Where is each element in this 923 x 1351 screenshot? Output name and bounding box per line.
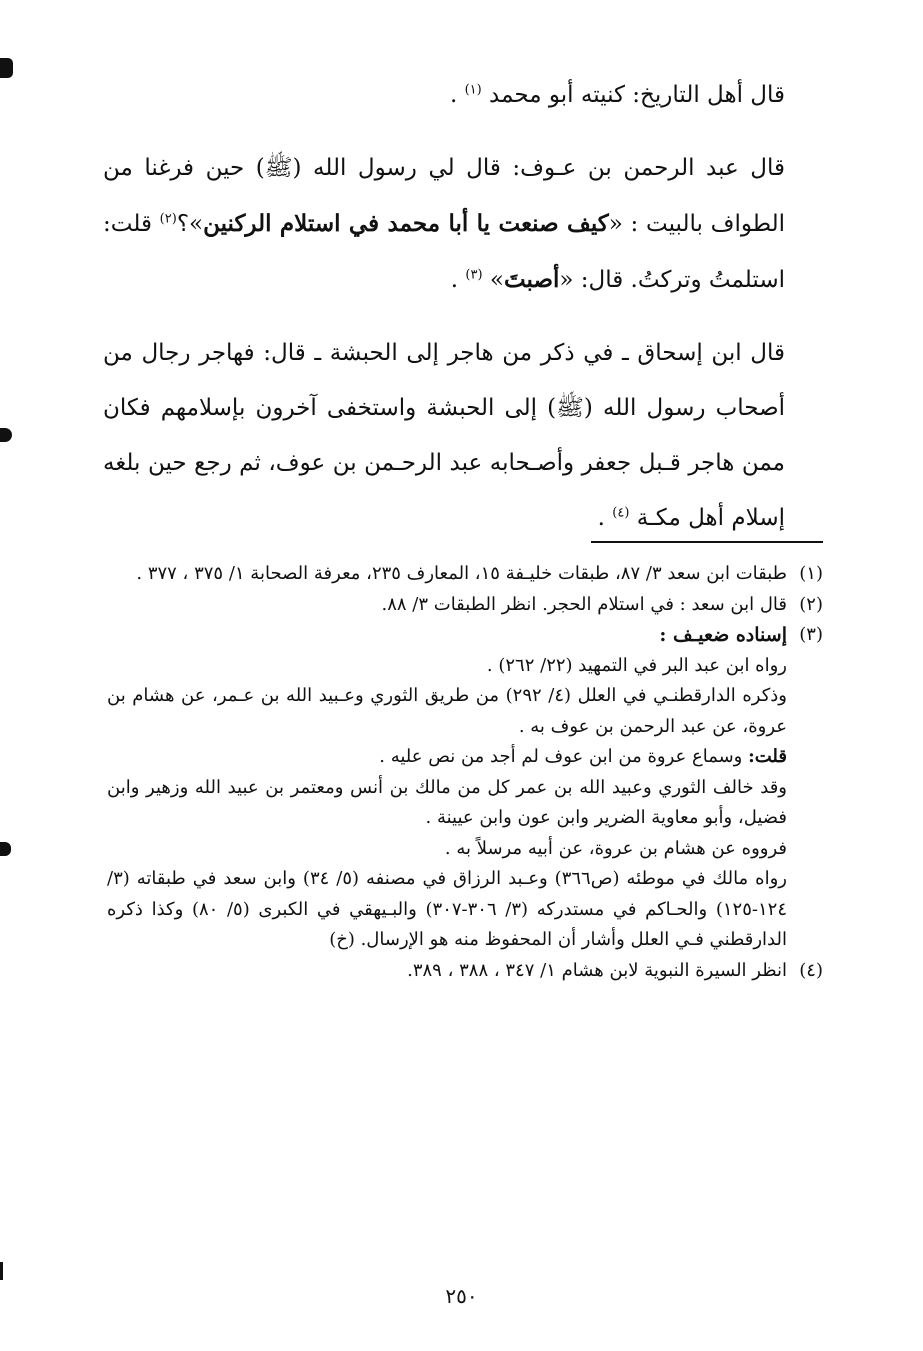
footnote-3-body [107,651,823,956]
hadith-quote: كيف صنعت يا أبا محمد في استلام الركنين [203,210,609,237]
footnote-3-title: إسناده ضعيـف : [659,624,787,646]
footnote-3-line: وذكره الدارقطنـي في العلل (٤/ ٢٩٢) من طريق الثوري وعـبيد الله بن عـمر، عن هشام بن عروة، عن عبد الرحمن بن عوف به . [107,685,787,737]
scan-edge-mark [0,58,13,78]
footnote-3-line: رواه ابن عبد البر في التمهيد (٢٢/ ٢٦٢) . [486,654,787,676]
paragraph-2: قال عبد الرحمن بن عـوف: قال لي رسول الله (ﷺ) حين فرغنا من الطواف بالبيت : «كيف صنعت يا أبا محمد في استلام الركنين»؟$^{(٢)}$ قلت: استلمتُ وتركتُ. قال: «أصبتَ» $^{(٣)}$ . [103,155,786,293]
footnote-2: (٢) قال ابن سعد : في استلام الحجر. انظر الطبقات ٣/ ٨٨. [381,593,823,615]
page-number: ٢٥٠ [445,1284,478,1308]
footnote-3: (٣) إسناده ضعيـف : [107,620,823,651]
footnote-ref-1: (١) [464,82,482,98]
footnotes [107,559,823,986]
footnote-ref-2: (٢) [159,211,177,227]
footnote-ref-3: (٣) [465,267,483,283]
footnote-divider [591,541,823,543]
footnote-1: (١) طبقات ابن سعد ٣/ ٨٧، طبقات خليـفة ١٥، المعارف ٢٣٥، معرفة الصحابة ١/ ٣٧٥ ، ٣٧٧ . [136,563,823,584]
footnote-3-line: رواه مالك في موطئه (ص٣٦٦) وعـبد الرزاق في مصنفه (٥/ ٣٤) وابن سعد في طبقاته (٣/ ١٢٤-١٢٥) والحـاكم في مستدركه (٣/ ٣٠٦-٣٠٧) والبـيهقي في الكبرى (٥/ ٨٠) وكذا ذكره الدارقطني فـي العلل وأشار أن المحفوظ منه هو الإرسال. (خ) [107,868,787,950]
paragraph-3: قال ابن إسحاق ـ في ذكر من هاجر إلى الحبشة ـ قال: فهاجر رجال من أصحاب رسول الله (ﷺ) إلى الحبشة واستخفى آخرون بإسلامهم فكان ممن هاجر قـبل جعفر وأصـحابه عبد الرحـمن بن عوف، ثم رجع حين بلغه إسلام أهل مكـة $^{(٤)}$ . [103,340,785,531]
footnote-ref-4: (٤) [612,505,630,521]
hadith-quote-2: أصبتَ [503,266,560,293]
main-text [103,68,823,546]
paragraph-1: قال أهل التاريخ: كنيته أبو محمد $^{(١)}$ . [449,82,785,108]
footnote-4: (٤) انظر السيرة النبوية لابن هشام ١/ ٣٤٧ ، ٣٨٨ ، ٣٨٩. [407,959,823,981]
qult-label: قلت: [748,746,787,767]
scan-edge-mark [0,1262,3,1280]
footnote-3-line: وقد خالف الثوري وعبيد الله بن عمر كل من مالك بن أنس ومعتمر بن عبيد الله وزهير وابن فضيل، وأبو معاوية الضرير وابن عون وابن عيينة . [107,776,787,828]
footnote-3-line: فرووه عن هشام بن عروة، عن أبيه مرسلاً به . [444,837,787,859]
footnote-3-line: قلت: وسماع عروة من ابن عوف لم أجد من نص عليه . [379,746,787,767]
scan-edge-mark [0,428,12,442]
scan-edge-mark [0,842,11,856]
